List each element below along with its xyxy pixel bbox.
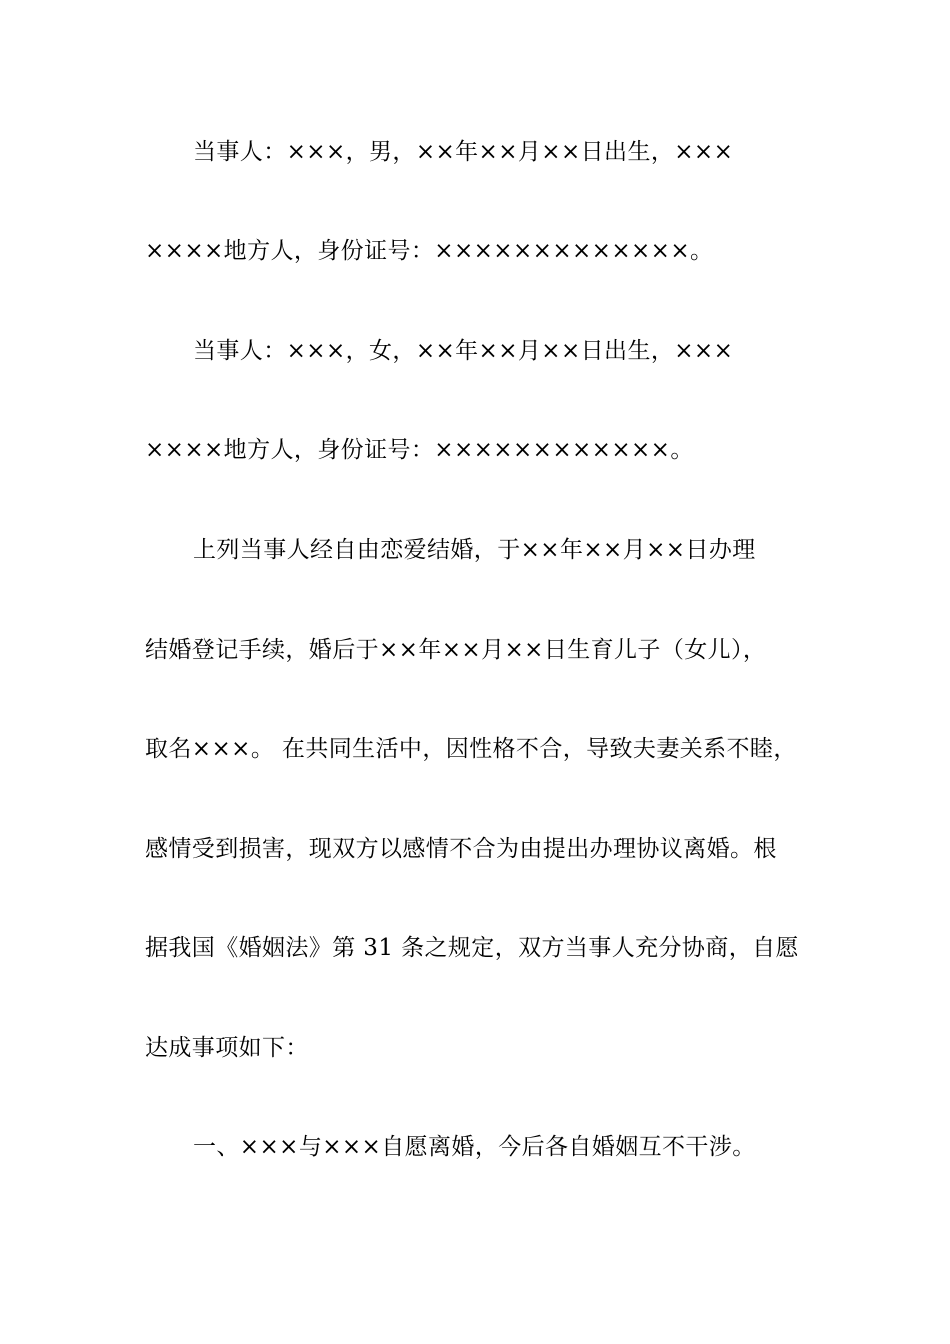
paragraph-line: 上列当事人经自由恋爱结婚，于××年××月××日办理 [193,537,756,563]
paragraph-line: 据我国《婚姻法》第 31 条之规定，双方当事人充分协商，自愿 [145,935,799,961]
paragraph-line: 当事人：×××，女，××年××月××日出生，××× [193,338,734,364]
paragraph-line: 一、×××与×××自愿离婚，今后各自婚姻互不干涉。 [193,1134,756,1160]
paragraph-line: 达成事项如下： [145,1035,309,1061]
paragraph-line: ××××地方人，身份证号：××××××××××××。 [145,437,694,463]
paragraph-line: 当事人：×××，男，××年××月××日出生，××× [193,139,734,165]
paragraph-line: ××××地方人，身份证号：×××××××××××××。 [145,238,714,264]
paragraph-line: 结婚登记手续，婚后于××年××月××日生育儿子（女儿）， [145,637,767,663]
paragraph-line: 感情受到损害，现双方以感情不合为由提出办理协议离婚。根 [145,836,777,862]
paragraph-line: 取名×××。 在共同生活中，因性格不合，导致夫妻关系不睦， [145,736,797,762]
